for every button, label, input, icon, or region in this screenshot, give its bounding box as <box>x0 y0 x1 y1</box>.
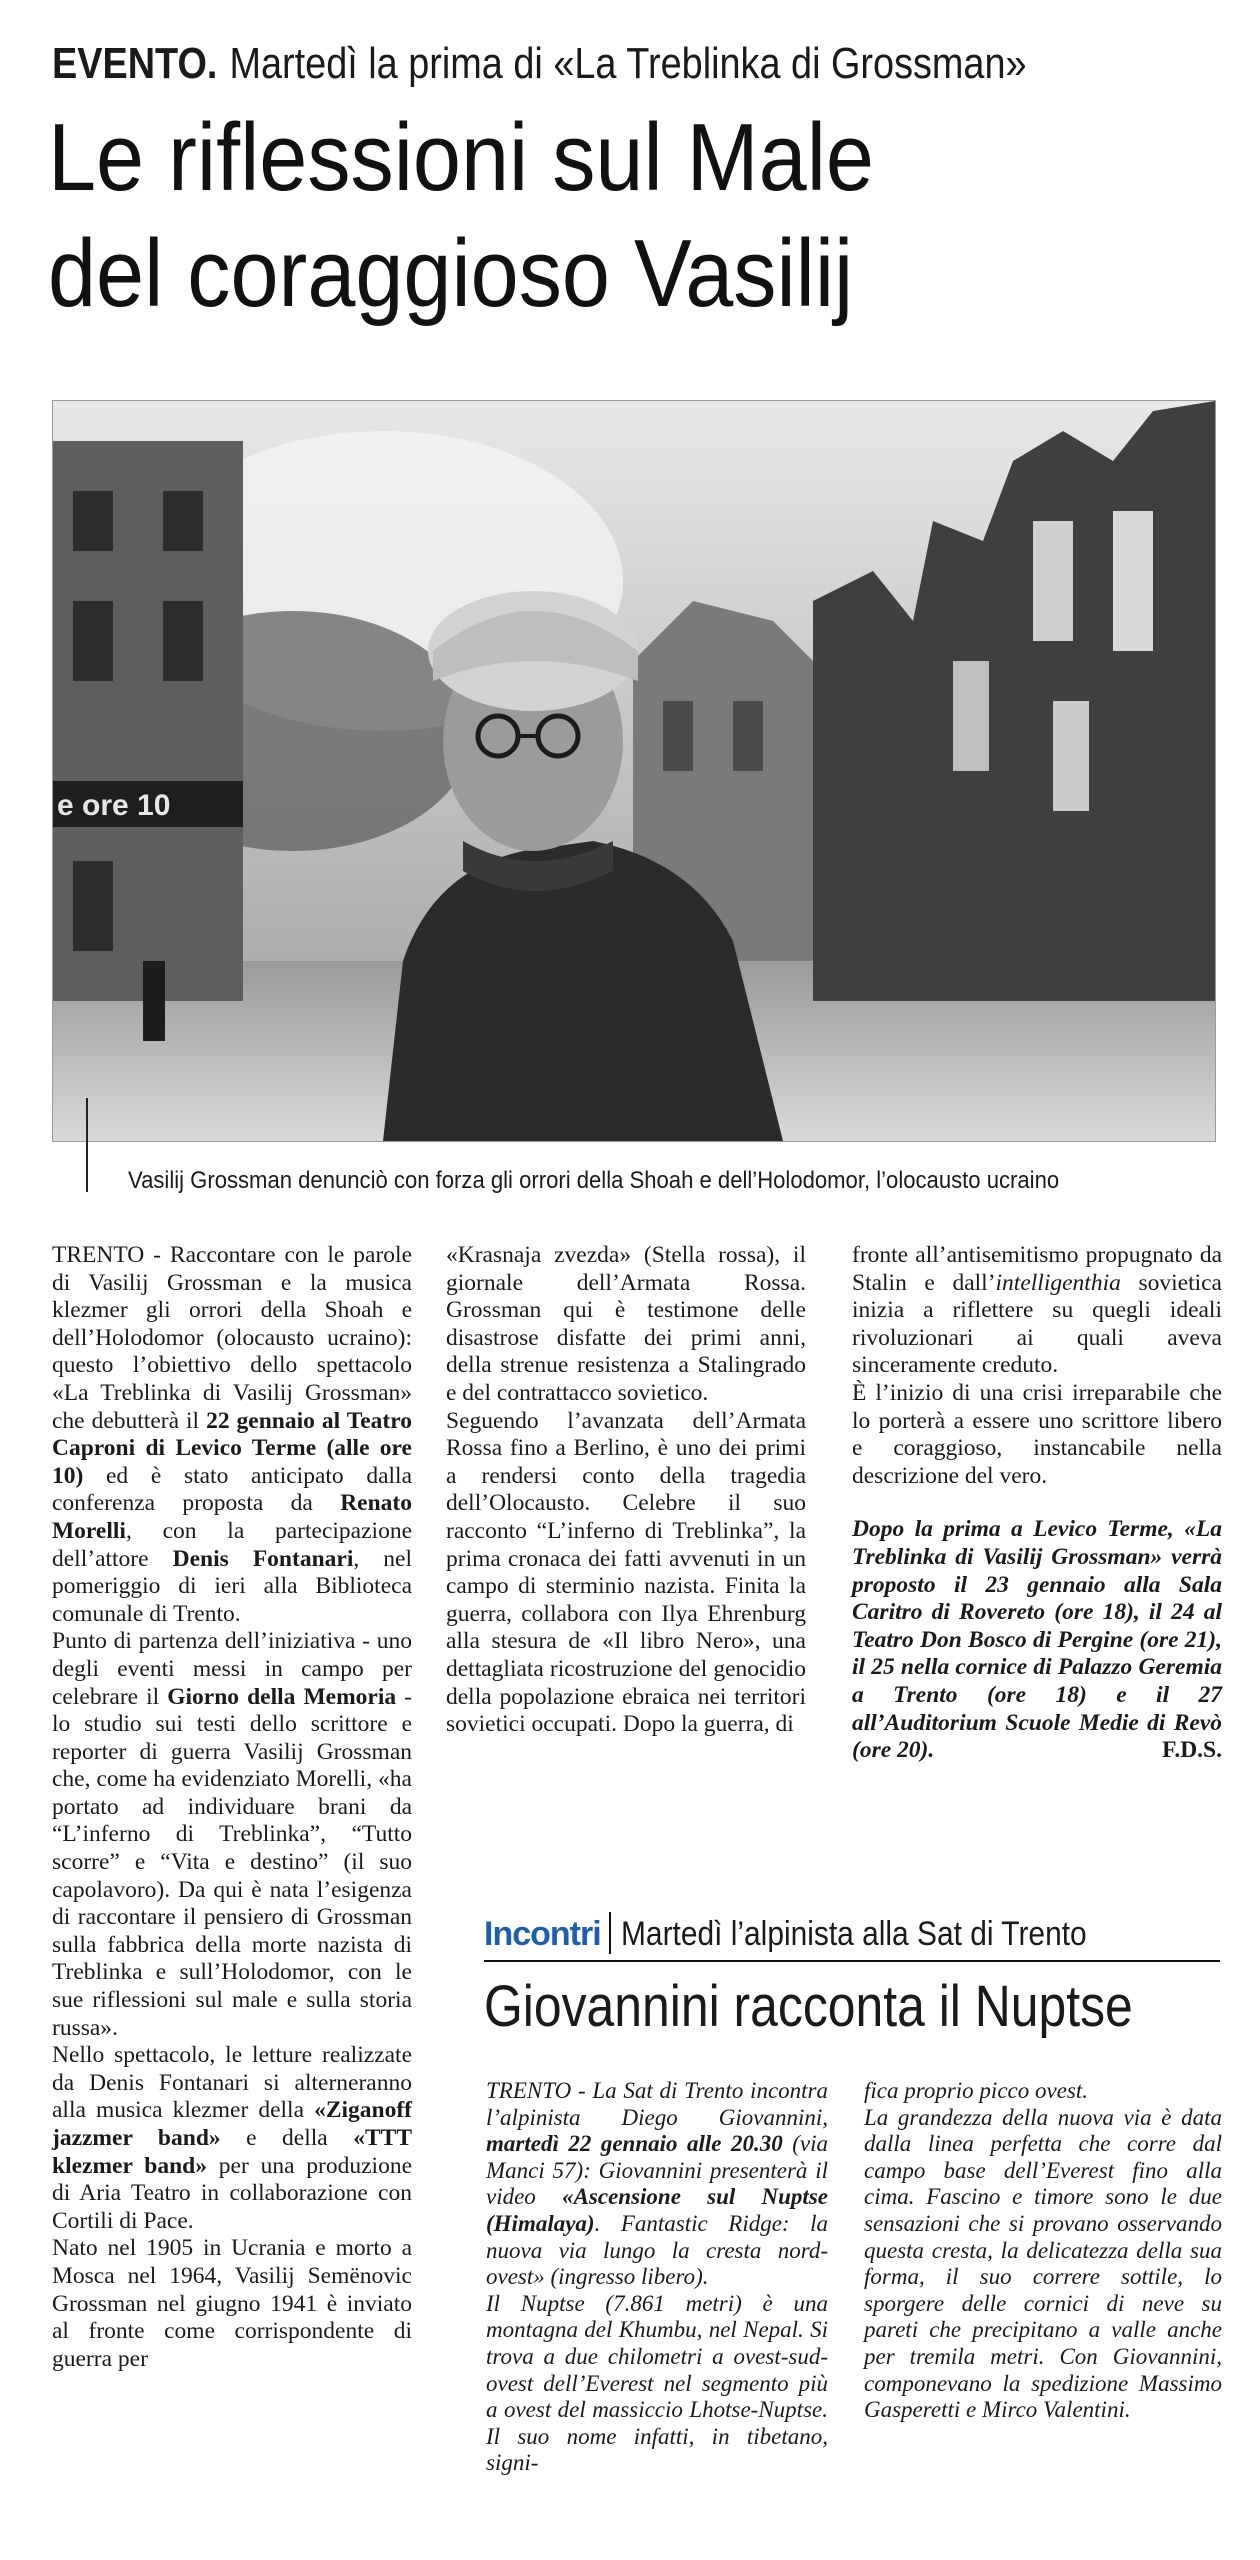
incontri-headline: Giovannini racconta il Nuptse <box>484 1974 1133 2039</box>
article-paragraph: Seguendo l’avanzata dell’Armata Rossa fino a Berlino, è uno dei primi a rendersi conto della tragedia dell’Olocausto. Celebre il suo racconto “L’inferno di Treblinka”, la prima cronaca dei fatti avvenuti in un campo di sterminio nazista. Finita la guerra, collabora con Ilya Ehrenburg alla stesura de «Il libro Nero», una dettagliata ricostruzione del genocidio della popolazione ebraica nei territori sovietici occupati. Dopo la guerra, di <box>446 1407 806 1738</box>
section-label: Incontri <box>484 1915 601 1953</box>
article-paragraph: Nato nel 1905 in Ucrania e morto a Mosca nel 1964, Vasilij Semënovic Grossman nel giugno 1941 è inviato al fronte come corrispondente di guerra per <box>52 2235 412 2372</box>
incontri-paragraph: TRENTO - La Sat di Trento incontra l’alpinista Diego Giovannini, martedì 22 gennaio alle 20.30 (via Manci 57): Giovannini presenterà il video «Ascensione sul Nuptse (Himalaya). Fantastic Ridge: la nuova via lungo la cresta nord-ovest» (ingresso libero). <box>486 2078 829 2290</box>
event-dates-note: Dopo la prima a Levico Terme, «La Treblinka di Vasilij Grossman» verrà proposto il 23 gennaio alla Sala Caritro di Rovereto (ore 18), il 24 al Teatro Don Bosco di Pergine (ore 21), il 25 nella cornice di Palazzo Geremia a Trento (ore 18) e il 27 all’Auditorium Scuole Medie di Revò (ore 20). F.D.S. <box>852 1516 1222 1764</box>
incontri-paragraph: fica proprio picco ovest. <box>864 2078 1088 2103</box>
headline-line-1: Le riflessioni sul Male <box>48 104 874 211</box>
article-photo <box>52 400 1216 1142</box>
caption-rule <box>86 1098 88 1192</box>
incontri-column-2 <box>864 2078 1222 2424</box>
photo-sign: e ore 10 <box>57 789 171 822</box>
article-kicker <box>52 36 1067 92</box>
article-paragraph: Punto di partenza dell’iniziativa - uno degli eventi messi in campo per celebrare il Giorno della Memoria - lo studio sui testi dello scrittore e reporter di guerra Vasilij Grossman che, come ha evidenziato Morelli, «ha portato ad individuare brani da “L’inferno di Treblinka”, “Tutto scorre” e “Vita e destino” (il suo capolavoro). Da qui è nata l’esigenza di raccontare il pensiero di Grossman sulla fabbrica della morte nazista di Treblinka e sull’Holodomor, con le sue riflessioni sul male e sulla storia russa». <box>52 1628 413 2041</box>
article-paragraph: TRENTO - Raccontare con le parole di Vasilij Grossman e la musica klezmer gli orrori della Shoah e dell’Holodomor (olocausto ucraino): questo l’obiettivo dello spettacolo «La Treblinka di Vasilij Grossman» che debutterà il 22 gennaio al Teatro Caproni di Levico Terme (alle ore 10) ed è stato anticipato dalla conferenza proposta da Renato Morelli, con la partecipazione dell’attore Denis Fontanari, nel pomeriggio di ieri alla Biblioteca comunale di Trento. <box>52 1242 412 1627</box>
article-paragraph: fronte all’antisemitismo propugnato da Stalin e dall’intelligenthia sovietica inizia a riflettere su quegli ideali rivoluzionari ai quali aveva sinceramente creduto. <box>852 1242 1222 1379</box>
photo-distant-figure <box>143 961 165 1041</box>
author-signature: F.D.S. <box>1162 1737 1222 1764</box>
article-paragraph: È l’inizio di una crisi irreparabile che lo porterà a essere uno scrittore libero e coraggioso, instancabile nella descrizione del vero. <box>852 1379 1222 1489</box>
photo-caption: Vasilij Grossman denunciò con forza gli orrori della Shoah e dell’Holodomor, l’olocausto ucraino <box>128 1167 1060 1194</box>
article-column-3 <box>852 1242 1222 1765</box>
article-headline <box>48 100 1228 332</box>
incontri-section-header <box>484 1904 1220 1962</box>
photo-illustration <box>53 401 1215 1141</box>
section-separator <box>609 1912 611 1954</box>
section-kicker: Martedì l’alpinista alla Sat di Trento <box>620 1915 1087 1953</box>
incontri-paragraph: Il Nuptse (7.861 metri) è una montagna del Khumbu, nel Nepal. Si trova a due chilometri a ovest-sud-ovest dell’Everest nel segmento più a ovest del massiccio Lhotse-Nuptse. Il suo nome infatti, in tibetano, signi- <box>486 2290 828 2476</box>
incontri-column-1 <box>486 2078 828 2477</box>
article-column-1 <box>52 1242 412 2373</box>
kicker-tag: EVENTO. <box>52 39 218 88</box>
article-paragraph: Nello spettacolo, le letture realizzate da Denis Fontanari si alterneranno alla musica klezmer della «Ziganoff jazzmer band» e della «TTT klezmer band» per una produzione di Aria Teatro in collaborazione con Cortili di Pace. <box>52 2042 413 2234</box>
headline-line-2: del coraggioso Vasilij <box>48 220 854 327</box>
photo-left-building <box>53 441 243 1001</box>
kicker-text: Martedì la prima di «La Treblinka di Grossman» <box>229 39 1027 88</box>
article-column-2 <box>446 1242 806 1739</box>
incontri-paragraph: La grandezza della nuova via è data dalla linea perfetta che corre dal campo base dell’Everest fino alla cima. Fascino e timore sono le due sensazioni che si provano osservando questa cresta, la delicatezza della sua forma, il suo correre sottile, lo sporgere delle cornici di neve su pareti che precipitano a valle anche per tremila metri. Con Giovannini, componevano la spedizione Massimo Gasperetti e Mirco Valentini. <box>864 2104 1222 2423</box>
article-paragraph: «Krasnaja zvezda» (Stella rossa), il giornale dell’Armata Rossa. Grossman qui è testimone delle disastrose disfatte dei primi anni, della strenue resistenza a Stalingrado e del contrattacco sovietico. <box>446 1242 806 1406</box>
